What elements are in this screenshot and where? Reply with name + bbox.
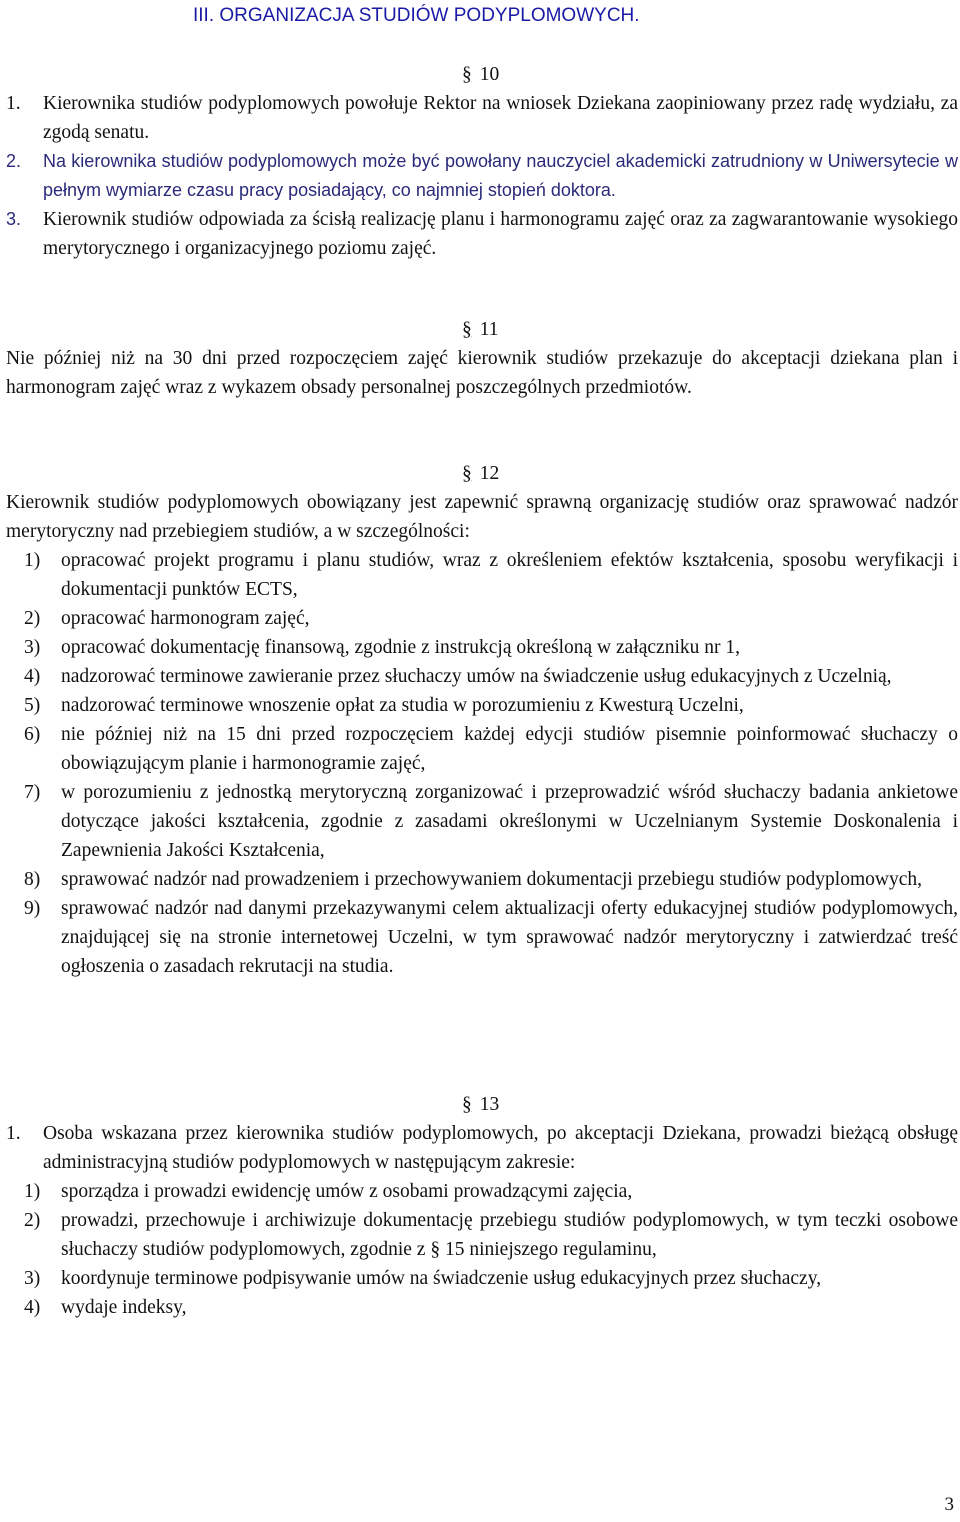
section-12-number: 12 xyxy=(479,463,500,484)
section-12-item-3: 3) opracować dokumentację finansową, zgodnie z instrukcją określoną w załączniku nr 1, xyxy=(24,637,740,658)
section-12-item-6: 6) nie później niż na 15 dni przed rozpoczęciem każdej edycji studiów pisemnie poinformować słuchaczy o obowiązującym planie i harmonogramie zajęć, xyxy=(24,724,958,774)
section-12-item-1: 1) opracować projekt programu i planu studiów, wraz z określeniem efektów kształcenia, sposobu weryfikacji i dokumentacji punktów ECTS, xyxy=(24,550,958,600)
section-12-item-9: 9) sprawować nadzór nad danymi przekazywanymi celem aktualizacji oferty edukacyjnej studiów podyplomowych, znajdującej się na stronie internetowej Uczelni, w tym sprawować nadzór merytoryczny i zatwierdzać treść ogłoszenia o zasadach rekrutacji na studia. xyxy=(24,898,958,977)
section-12-header: § 12 xyxy=(462,463,500,484)
page-number: 3 xyxy=(944,1494,954,1515)
section-12-item-4: 4) nadzorować terminowe zawieranie przez słuchaczy umów na świadczenie usług edukacyjnych z Uczelnią, xyxy=(24,666,892,687)
section-12-item-7: 7) w porozumieniu z jednostką merytoryczną zorganizować i przeprowadzić wśród słuchaczy badania ankietowe dotyczące jakości kształcenia, zgodnie z zasadami określonymi w Uczelnianym Systemie Doskonalenia i Zapewnienia Jakości Kształcenia, xyxy=(24,782,958,861)
section-11-number: 11 xyxy=(479,319,499,340)
section-13-number: 13 xyxy=(479,1094,500,1115)
section-13-subitem-4: 4) wydaje indeksy, xyxy=(24,1297,187,1318)
section-10-header xyxy=(462,60,499,89)
section-10-number: 10 xyxy=(479,64,500,85)
section-12-item-8: 8) sprawować nadzór nad prowadzeniem i przechowywaniem dokumentacji przebiegu studiów podyplomowych, xyxy=(24,869,922,890)
chapter-heading: III. ORGANIZACJA STUDIÓW PODYPLOMOWYCH. xyxy=(193,5,640,26)
section-13-subitem-3: 3) koordynuje terminowe podpisywanie umów na świadczenie usług edukacyjnych przez słuchaczy, xyxy=(24,1268,822,1289)
section-10-body xyxy=(6,89,958,263)
section-10-item-1: 1. Kierownika studiów podyplomowych powołuje Rektor na wniosek Dziekana zaopiniowany przez radę wydziału, za zgodą senatu. xyxy=(6,93,958,143)
section-symbol: § xyxy=(462,64,472,85)
section-13-subitem-1: 1) sporządza i prowadzi ewidencję umów z osobami prowadzącymi zajęcia, xyxy=(24,1181,633,1202)
section-11-header: § 11 xyxy=(462,319,499,340)
section-12-intro: Kierownik studiów podyplomowych obowiązany jest zapewnić sprawną organizację studiów oraz sprawować nadzór merytoryczny nad przebiegiem studiów, a w szczególności: xyxy=(6,492,958,542)
section-13-subitem-2: 2) prowadzi, przechowuje i archiwizuje dokumentację przebiegu studiów podyplomowych, w tym teczki osobowe słuchaczy studiów podyplomowych, zgodnie z § 15 niniejszego regulaminu, xyxy=(24,1210,958,1260)
section-12-item-5: 5) nadzorować terminowe wnoszenie opłat za studia w porozumieniu z Kwesturą Uczelni, xyxy=(24,695,744,716)
section-13-body xyxy=(6,1119,958,1322)
section-12-body xyxy=(6,488,958,981)
section-12-item-2: 2) opracować harmonogram zajęć, xyxy=(24,608,310,629)
section-10-item-2: 2. Na kierownika studiów podyplomowych może być powołany nauczyciel akademicki zatrudniony w Uniwersytecie w pełnym wymiarze czasu pracy posiadający, co najmniej stopień doktora. xyxy=(6,151,958,200)
section-13-header: § 13 xyxy=(462,1094,500,1115)
section-13-item-1: 1. Osoba wskazana przez kierownika studiów podyplomowych, po akceptacji Dziekana, prowadzi bieżącą obsługę administracyjną studiów podyplomowych w następującym zakresie: xyxy=(6,1123,958,1173)
section-11-body: Nie później niż na 30 dni przed rozpoczęciem zajęć kierownik studiów przekazuje do akceptacji dziekana plan i harmonogram zajęć wraz z wykazem obsady personalnej poszczególnych przedmiotów. xyxy=(6,348,958,398)
section-10-item-3: 3. Kierownik studiów odpowiada za ścisłą realizację planu i harmonogramu zajęć oraz za zagwarantowanie wysokiego merytorycznego i organizacyjnego poziomu zajęć. xyxy=(6,209,958,259)
